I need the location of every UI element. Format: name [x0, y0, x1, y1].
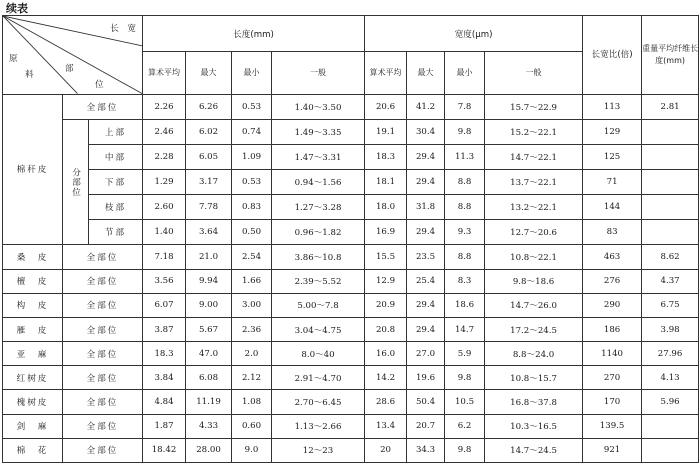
cell-weight-avg-length: 2.81: [642, 94, 699, 119]
part-whole: 全部位: [63, 438, 143, 462]
cell-weight-avg-length: 5.96: [642, 390, 699, 414]
material-name: 棉 花: [3, 438, 63, 462]
cell-width-min: 8.8: [445, 169, 485, 194]
part-whole: 全部位: [63, 293, 143, 317]
cell-length-mean: 6.07: [143, 293, 186, 317]
cell-width-typical: 10.3～16.5: [485, 414, 583, 438]
cell-width-mean: 14.2: [365, 366, 407, 390]
cell-width-typical: 8.8～24.0: [485, 342, 583, 366]
cell-length-min: 1.66: [232, 269, 272, 293]
part-whole: 全部位: [63, 366, 143, 390]
table-row: [3, 245, 699, 269]
cell-width-min: 18.6: [445, 293, 485, 317]
cell-length-typical: 1.49～3.35: [272, 119, 365, 144]
cell-length-min: 1.09: [232, 144, 272, 169]
corner-label-part-1: 部: [65, 64, 74, 74]
cell-length-typical: 12～23: [272, 438, 365, 462]
cell-width-typical: 17.2～24.5: [485, 317, 583, 341]
cell-weight-avg-length: [642, 119, 699, 144]
cell-width-max: 29.4: [407, 317, 445, 341]
cell-length-mean: 3.84: [143, 366, 186, 390]
cell-width-typical: 16.8～37.8: [485, 390, 583, 414]
cell-length-typical: 3.04～4.75: [272, 317, 365, 341]
cell-weight-avg-length: [642, 195, 699, 220]
table-row: [3, 342, 699, 366]
cell-width-max: 31.8: [407, 195, 445, 220]
cell-width-typical: 15.2～22.1: [485, 119, 583, 144]
material-name: 红树皮: [3, 366, 63, 390]
corner-label-material-1: 原: [9, 54, 18, 64]
cell-length-typical: 2.91～4.70: [272, 366, 365, 390]
cell-length-min: 2.54: [232, 245, 272, 269]
cell-weight-avg-length: 4.13: [642, 366, 699, 390]
table-row: [3, 269, 699, 293]
cell-width-mean: 20.8: [365, 317, 407, 341]
cell-weight-avg-length: [642, 220, 699, 245]
cell-weight-avg-length: 4.37: [642, 269, 699, 293]
cell-length-mean: 2.26: [143, 94, 186, 119]
cell-width-max: 23.5: [407, 245, 445, 269]
cell-length-typical: 2.70～6.45: [272, 390, 365, 414]
cell-length-max: 6.26: [186, 94, 232, 119]
cell-width-min: 8.3: [445, 269, 485, 293]
cell-length-max: 7.78: [186, 195, 232, 220]
cell-length-mean: 2.46: [143, 119, 186, 144]
table-row: [3, 94, 699, 119]
cell-width-min: 7.8: [445, 94, 485, 119]
part-whole: 全部位: [63, 94, 143, 119]
cell-width-min: 8.8: [445, 245, 485, 269]
cell-width-typical: 12.7～20.6: [485, 220, 583, 245]
cell-width-typical: 13.2～22.1: [485, 195, 583, 220]
cell-width-mean: 18.1: [365, 169, 407, 194]
cell-width-mean: 18.0: [365, 195, 407, 220]
cell-width-mean: 12.9: [365, 269, 407, 293]
sub-header-length-typical: 一般: [272, 52, 365, 94]
cell-length-max: 9.00: [186, 293, 232, 317]
cell-width-max: 27.0: [407, 342, 445, 366]
cell-width-typical: 14.7～22.1: [485, 144, 583, 169]
cell-length-max: 5.67: [186, 317, 232, 341]
sub-header-length-min: 最小: [232, 52, 272, 94]
cell-width-min: 8.8: [445, 195, 485, 220]
cell-length-typical: 5.00～7.8: [272, 293, 365, 317]
table-row: [3, 317, 699, 341]
material-name: 桑 皮: [3, 245, 63, 269]
cell-width-mean: 16.9: [365, 220, 407, 245]
material-name-cotton-stalk: 棉秆皮: [3, 94, 63, 245]
sub-header-width-typical: 一般: [485, 52, 583, 94]
part-whole: 全部位: [63, 245, 143, 269]
sub-header-width-mean: 算术平均: [365, 52, 407, 94]
cell-length-min: 2.0: [232, 342, 272, 366]
cell-length-max: 3.64: [186, 220, 232, 245]
cell-length-typical: 1.27～3.28: [272, 195, 365, 220]
cell-aspect-ratio: 71: [583, 169, 642, 194]
cell-width-typical: 10.8～22.1: [485, 245, 583, 269]
sub-header-width-min: 最小: [445, 52, 485, 94]
cell-length-min: 3.00: [232, 293, 272, 317]
cell-width-max: 29.4: [407, 144, 445, 169]
cell-length-max: 4.33: [186, 414, 232, 438]
part-name: 中部: [89, 144, 143, 169]
cell-length-typical: 3.86～10.8: [272, 245, 365, 269]
cell-width-max: 25.4: [407, 269, 445, 293]
cell-width-max: 19.6: [407, 366, 445, 390]
cell-length-mean: 3.87: [143, 317, 186, 341]
fiber-dimension-table: [2, 15, 699, 463]
parts-label: 分部位: [63, 119, 89, 245]
cell-width-min: 5.9: [445, 342, 485, 366]
cell-weight-avg-length: 3.98: [642, 317, 699, 341]
material-name: 雁 皮: [3, 317, 63, 341]
corner-label-material-2: 料: [25, 70, 34, 80]
cell-length-max: 6.02: [186, 119, 232, 144]
corner-label-length-width: 长 宽: [110, 24, 137, 34]
cell-width-max: 29.4: [407, 220, 445, 245]
table-row: [3, 414, 699, 438]
cell-length-max: 11.19: [186, 390, 232, 414]
cell-width-mean: 19.1: [365, 119, 407, 144]
cell-width-mean: 15.5: [365, 245, 407, 269]
cell-width-mean: 20: [365, 438, 407, 462]
cell-aspect-ratio: 186: [583, 317, 642, 341]
cell-width-max: 29.4: [407, 293, 445, 317]
cell-weight-avg-length: [642, 438, 699, 462]
cell-weight-avg-length: [642, 144, 699, 169]
table-row: [3, 144, 699, 169]
cell-length-typical: 8.0～40: [272, 342, 365, 366]
part-name: 节部: [89, 220, 143, 245]
cell-length-typical: 2.39～5.52: [272, 269, 365, 293]
cell-width-mean: 18.3: [365, 144, 407, 169]
cell-weight-avg-length: 6.75: [642, 293, 699, 317]
cell-aspect-ratio: 125: [583, 144, 642, 169]
cell-length-mean: 1.29: [143, 169, 186, 194]
cell-length-max: 21.0: [186, 245, 232, 269]
cell-length-mean: 2.28: [143, 144, 186, 169]
cell-width-min: 9.3: [445, 220, 485, 245]
width-group-header: 宽度(μm): [365, 16, 583, 52]
table-row: [3, 438, 699, 462]
table-row: [3, 293, 699, 317]
cell-length-max: 47.0: [186, 342, 232, 366]
cell-width-min: 11.3: [445, 144, 485, 169]
cell-width-typical: 15.7～22.9: [485, 94, 583, 119]
cell-length-max: 6.05: [186, 144, 232, 169]
cell-width-min: 6.2: [445, 414, 485, 438]
cell-width-typical: 14.7～26.0: [485, 293, 583, 317]
length-group-header: 长度(mm): [143, 16, 365, 52]
cell-width-max: 41.2: [407, 94, 445, 119]
table-row: [3, 169, 699, 194]
sub-header-length-max: 最大: [186, 52, 232, 94]
cell-length-min: 0.53: [232, 94, 272, 119]
cell-length-min: 0.74: [232, 119, 272, 144]
cell-length-typical: 1.47～3.31: [272, 144, 365, 169]
cell-weight-avg-length: [642, 169, 699, 194]
weight-avg-length-header: 重量平均纤维长度(mm): [642, 16, 699, 95]
table-row: [3, 366, 699, 390]
part-whole: 全部位: [63, 390, 143, 414]
cell-aspect-ratio: 83: [583, 220, 642, 245]
cell-length-min: 0.60: [232, 414, 272, 438]
cell-length-typical: 0.96～1.82: [272, 220, 365, 245]
header-row-groups: [3, 16, 699, 52]
cell-aspect-ratio: 290: [583, 293, 642, 317]
cell-aspect-ratio: 144: [583, 195, 642, 220]
cell-length-max: 6.08: [186, 366, 232, 390]
cell-length-min: 1.08: [232, 390, 272, 414]
table-row: [3, 119, 699, 144]
part-name: 上部: [89, 119, 143, 144]
cell-length-max: 3.17: [186, 169, 232, 194]
cell-weight-avg-length: [642, 414, 699, 438]
sub-header-width-max: 最大: [407, 52, 445, 94]
table-caption: 续表: [6, 2, 28, 15]
table-row: [3, 390, 699, 414]
material-name: 构 皮: [3, 293, 63, 317]
cell-length-mean: 18.42: [143, 438, 186, 462]
cell-width-typical: 13.7～22.1: [485, 169, 583, 194]
cell-width-max: 50.4: [407, 390, 445, 414]
cell-aspect-ratio: 270: [583, 366, 642, 390]
part-whole: 全部位: [63, 414, 143, 438]
cell-weight-avg-length: 8.62: [642, 245, 699, 269]
cell-aspect-ratio: 276: [583, 269, 642, 293]
cell-width-min: 9.8: [445, 119, 485, 144]
cell-width-typical: 9.8～18.6: [485, 269, 583, 293]
cell-length-mean: 4.84: [143, 390, 186, 414]
cell-aspect-ratio: 1140: [583, 342, 642, 366]
cell-width-mean: 20.6: [365, 94, 407, 119]
cell-length-max: 28.00: [186, 438, 232, 462]
cell-width-typical: 14.7～24.5: [485, 438, 583, 462]
material-name: 亚 麻: [3, 342, 63, 366]
cell-length-min: 2.12: [232, 366, 272, 390]
cell-length-mean: 3.56: [143, 269, 186, 293]
cell-width-min: 9.8: [445, 438, 485, 462]
cell-width-typical: 10.8～15.7: [485, 366, 583, 390]
part-whole: 全部位: [63, 269, 143, 293]
sub-header-length-mean: 算术平均: [143, 52, 186, 94]
cell-length-min: 2.36: [232, 317, 272, 341]
cell-length-min: 9.0: [232, 438, 272, 462]
cell-width-min: 10.5: [445, 390, 485, 414]
cell-aspect-ratio: 139.5: [583, 414, 642, 438]
ratio-header: 长宽比(倍): [583, 16, 642, 95]
cell-width-mean: 28.6: [365, 390, 407, 414]
cell-length-typical: 0.94～1.56: [272, 169, 365, 194]
part-name: 下部: [89, 169, 143, 194]
cell-width-min: 14.7: [445, 317, 485, 341]
cell-length-min: 0.83: [232, 195, 272, 220]
cell-length-mean: 7.18: [143, 245, 186, 269]
cell-width-max: 34.3: [407, 438, 445, 462]
cell-length-mean: 1.87: [143, 414, 186, 438]
part-whole: 全部位: [63, 317, 143, 341]
cell-length-typical: 1.13～2.66: [272, 414, 365, 438]
corner-header: [3, 16, 143, 95]
cell-width-min: 9.8: [445, 366, 485, 390]
cell-length-max: 9.94: [186, 269, 232, 293]
cell-width-max: 30.4: [407, 119, 445, 144]
cell-length-mean: 18.3: [143, 342, 186, 366]
cell-length-min: 0.53: [232, 169, 272, 194]
cell-length-mean: 1.40: [143, 220, 186, 245]
cell-length-min: 0.50: [232, 220, 272, 245]
material-name: 檀 皮: [3, 269, 63, 293]
cell-width-max: 20.7: [407, 414, 445, 438]
cell-length-typical: 1.40～3.50: [272, 94, 365, 119]
cell-width-mean: 13.4: [365, 414, 407, 438]
table-row: [3, 195, 699, 220]
cell-aspect-ratio: 921: [583, 438, 642, 462]
corner-label-part-2: 位: [95, 80, 104, 90]
part-whole: 全部位: [63, 342, 143, 366]
table-row: [3, 220, 699, 245]
cell-width-max: 29.4: [407, 169, 445, 194]
material-name: 剑 麻: [3, 414, 63, 438]
cell-aspect-ratio: 170: [583, 390, 642, 414]
cell-weight-avg-length: 27.96: [642, 342, 699, 366]
part-name: 枝部: [89, 195, 143, 220]
cell-width-mean: 20.9: [365, 293, 407, 317]
material-name: 槐树皮: [3, 390, 63, 414]
cell-aspect-ratio: 463: [583, 245, 642, 269]
cell-length-mean: 2.60: [143, 195, 186, 220]
cell-aspect-ratio: 113: [583, 94, 642, 119]
cell-width-mean: 16.0: [365, 342, 407, 366]
cell-aspect-ratio: 129: [583, 119, 642, 144]
